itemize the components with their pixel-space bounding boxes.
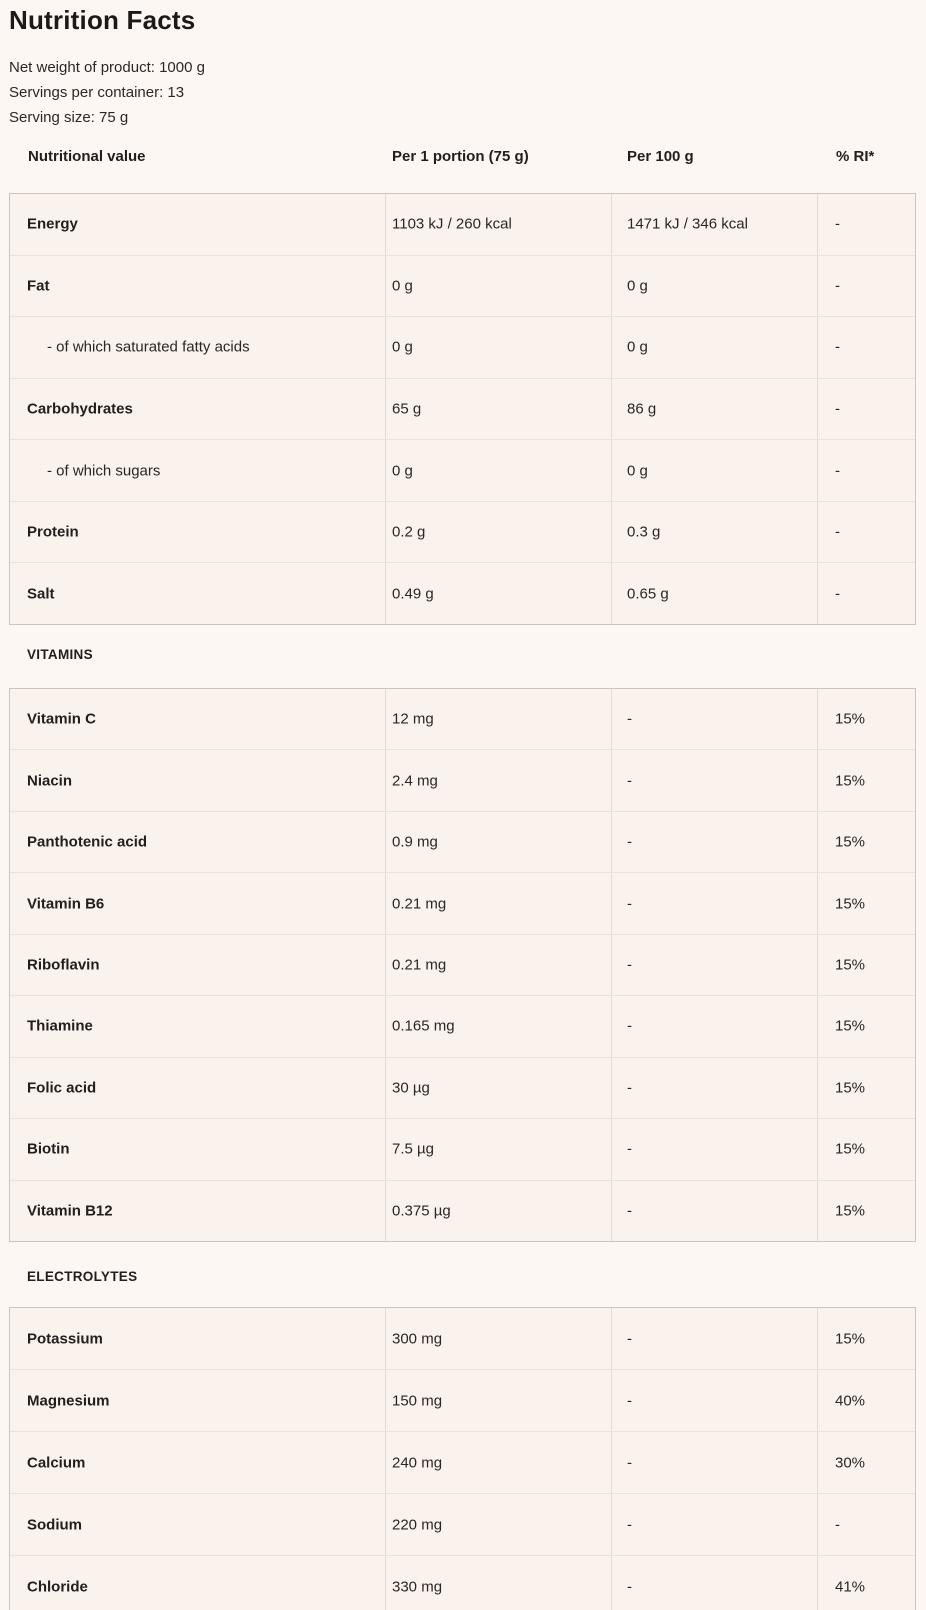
table-row: [10, 995, 915, 1056]
per-portion-value: 150 mg: [392, 1392, 443, 1409]
table-row: [10, 255, 915, 317]
per-portion-value: 0.21 mg: [392, 895, 447, 913]
nutrient-label: Thiamine: [27, 1017, 93, 1035]
ri-value: 30%: [835, 1454, 866, 1471]
per-100g-value: -: [627, 833, 632, 851]
electrolytes-section-heading: ELECTROLYTES: [27, 1269, 138, 1284]
table-row: [10, 439, 915, 501]
per-100g-value: 0.65 g: [627, 585, 669, 603]
ri-value: 15%: [835, 895, 866, 913]
table-row: [10, 378, 915, 440]
per-portion-value: 0.375 µg: [392, 1202, 451, 1220]
nutrient-label: Carbohydrates: [27, 400, 133, 418]
per-100g-value: -: [627, 895, 632, 913]
per-portion-value: 0.165 mg: [392, 1017, 455, 1035]
nutrient-label: Folic acid: [27, 1079, 97, 1097]
ri-value: -: [835, 400, 840, 418]
per-portion-value: 65 g: [392, 400, 422, 418]
ri-value: -: [835, 523, 840, 541]
table-row: [10, 562, 915, 624]
nutrient-label: Energy: [27, 215, 78, 233]
nutrient-label: Vitamin B12: [27, 1202, 113, 1220]
per-portion-value: 0.21 mg: [392, 956, 447, 974]
nutrient-label: Potassium: [27, 1330, 103, 1347]
per-portion-value: 2.4 mg: [392, 772, 438, 790]
macronutrients-table: [9, 193, 916, 625]
per-100g-value: 86 g: [627, 400, 657, 418]
table-row: [10, 1180, 915, 1241]
per-100g-value: -: [627, 956, 632, 974]
per-100g-value: 0 g: [627, 338, 648, 356]
per-100g-value: -: [627, 710, 632, 728]
servings-per-container-text: Servings per container: 13: [9, 84, 185, 101]
per-portion-value: 7.5 µg: [392, 1140, 435, 1158]
table-row: [10, 1308, 915, 1369]
ri-value: 15%: [835, 956, 866, 974]
nutrient-label: - of which saturated fatty acids: [47, 338, 250, 356]
table-row: [10, 749, 915, 810]
table-row: [10, 1057, 915, 1118]
nutrient-label: - of which sugars: [47, 462, 161, 480]
ri-value: 15%: [835, 1202, 866, 1220]
table-row: [10, 689, 915, 749]
per-100g-value: -: [627, 1454, 632, 1471]
per-100g-value: 0.3 g: [627, 523, 661, 541]
ri-value: -: [835, 215, 840, 233]
table-header: [0, 148, 926, 168]
per-portion-value: 0 g: [392, 338, 413, 356]
product-meta: [9, 55, 205, 130]
ri-value: -: [835, 585, 840, 603]
nutrient-label: Salt: [27, 585, 55, 603]
per-portion-value: 12 mg: [392, 710, 434, 728]
nutrient-label: Protein: [27, 523, 79, 541]
serving-size-text: Serving size: 75 g: [9, 109, 129, 126]
nutrient-label: Vitamin C: [27, 710, 96, 728]
table-row: [10, 1555, 915, 1610]
per-portion-value: 0.2 g: [392, 523, 426, 541]
per-100g-value: -: [627, 1578, 632, 1595]
ri-value: 15%: [835, 710, 866, 728]
page-title: Nutrition Facts: [9, 5, 196, 35]
per-portion-value: 0.9 mg: [392, 833, 438, 851]
net-weight-text: Net weight of product: 1000 g: [9, 59, 205, 76]
per-100g-value: 1471 kJ / 346 kcal: [627, 215, 748, 233]
ri-value: 15%: [835, 1140, 866, 1158]
nutrient-label: Sodium: [27, 1516, 82, 1533]
ri-value: 15%: [835, 1330, 866, 1347]
table-row: [10, 872, 915, 933]
nutrient-label: Magnesium: [27, 1392, 110, 1409]
column-header-per-100g: Per 100 g: [627, 148, 694, 165]
ri-value: -: [835, 338, 840, 356]
vitamins-section-heading: VITAMINS: [27, 647, 93, 662]
column-header-ri: % RI*: [836, 148, 875, 165]
nutrient-label: Calcium: [27, 1454, 86, 1471]
nutrient-label: Chloride: [27, 1578, 88, 1595]
per-100g-value: -: [627, 1330, 632, 1347]
per-portion-value: 330 mg: [392, 1578, 443, 1595]
column-header-per-portion: Per 1 portion (75 g): [392, 148, 529, 165]
vitamins-table: [9, 688, 916, 1242]
ri-value: -: [835, 1516, 840, 1533]
per-100g-value: -: [627, 1392, 632, 1409]
per-portion-value: 0 g: [392, 462, 413, 480]
per-100g-value: -: [627, 1017, 632, 1035]
per-portion-value: 30 µg: [392, 1079, 430, 1097]
ri-value: 15%: [835, 1017, 866, 1035]
per-portion-value: 1103 kJ / 260 kcal: [392, 215, 512, 233]
per-portion-value: 240 mg: [392, 1454, 443, 1471]
per-portion-value: 300 mg: [392, 1330, 443, 1347]
ri-value: 40%: [835, 1392, 866, 1409]
table-row: [10, 501, 915, 563]
nutrient-label: Biotin: [27, 1140, 70, 1158]
per-portion-value: 220 mg: [392, 1516, 443, 1533]
nutrient-label: Vitamin B6: [27, 895, 105, 913]
ri-value: 15%: [835, 1079, 866, 1097]
table-row: [10, 1118, 915, 1179]
per-100g-value: -: [627, 1079, 632, 1097]
per-portion-value: 0 g: [392, 277, 413, 295]
table-row: [10, 194, 915, 255]
electrolytes-table: [9, 1307, 916, 1610]
per-100g-value: -: [627, 1202, 632, 1220]
per-portion-value: 0.49 g: [392, 585, 434, 603]
nutrient-label: Panthotenic acid: [27, 833, 148, 851]
ri-value: 15%: [835, 772, 866, 790]
table-row: [10, 934, 915, 995]
ri-value: -: [835, 277, 840, 295]
ri-value: 15%: [835, 833, 866, 851]
ri-value: -: [835, 462, 840, 480]
table-row: [10, 1369, 915, 1431]
column-header-nutritional-value: Nutritional value: [28, 148, 146, 165]
per-100g-value: -: [627, 1516, 632, 1533]
ri-value: 41%: [835, 1578, 866, 1595]
nutrient-label: Riboflavin: [27, 956, 100, 974]
nutrient-label: Niacin: [27, 772, 73, 790]
nutrient-label: Fat: [27, 277, 50, 295]
per-100g-value: -: [627, 772, 632, 790]
table-row: [10, 1431, 915, 1493]
table-row: [10, 316, 915, 378]
per-100g-value: 0 g: [627, 277, 648, 295]
table-row: [10, 811, 915, 872]
per-100g-value: -: [627, 1140, 632, 1158]
table-row: [10, 1493, 915, 1555]
per-100g-value: 0 g: [627, 462, 648, 480]
